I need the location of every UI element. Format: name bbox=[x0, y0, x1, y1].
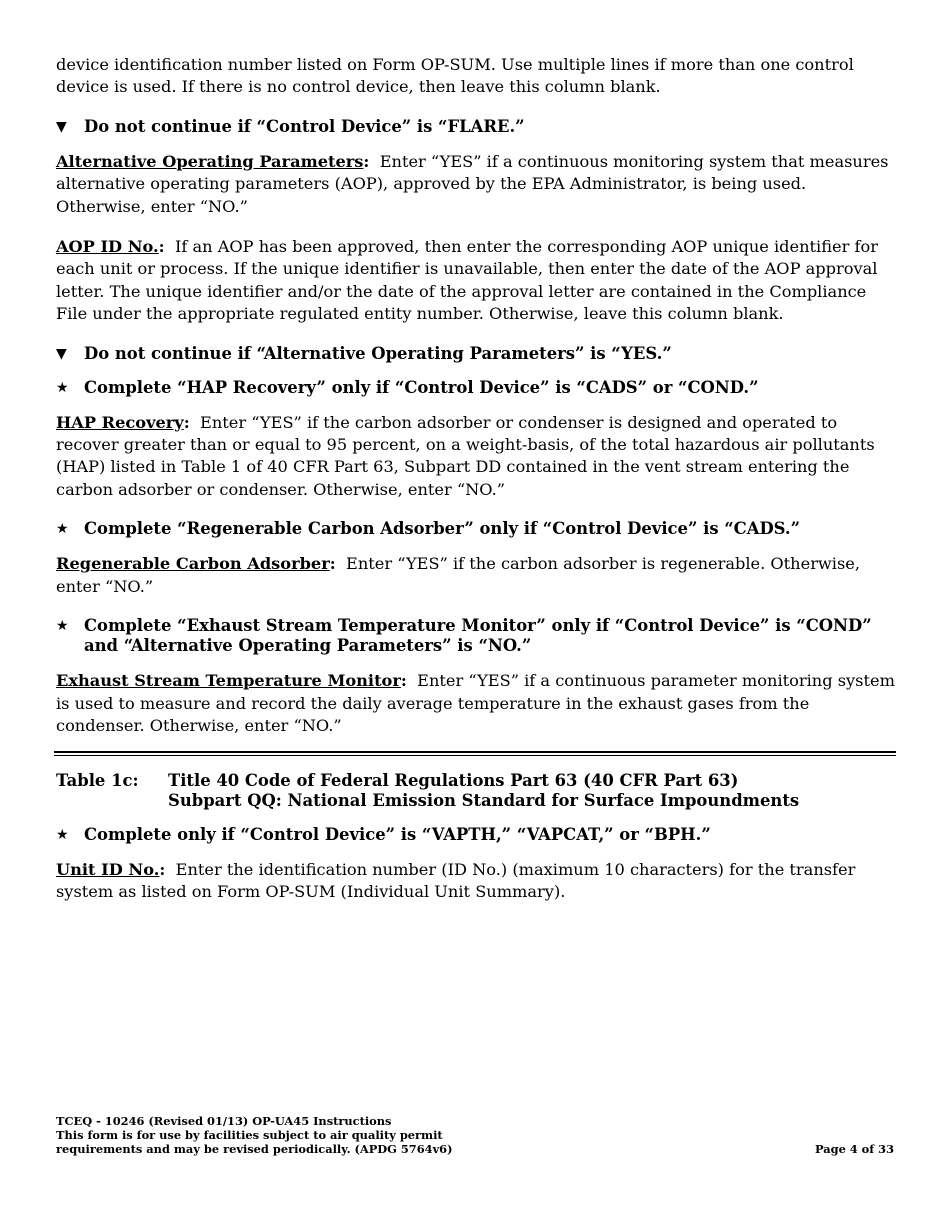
table-heading bbox=[56, 771, 896, 811]
definition-term: Unit ID No. bbox=[56, 860, 160, 879]
instruction-regenerable: ★ Complete “Regenerable Carbon Adsorber” only if “Control Device” is “CADS.” bbox=[56, 519, 801, 539]
star-icon: ★ bbox=[56, 521, 69, 538]
table-label: Table 1c: bbox=[56, 771, 139, 790]
definition-exhaust-monitor: Exhaust Stream Temperature Monitor: Enter “YES” if a continuous parameter monitoring system is used to measure and record the daily average temperature in the exhaust gases from the condenser. Otherwise, enter “NO.” bbox=[56, 671, 895, 735]
down-triangle-icon: ▼ bbox=[56, 118, 67, 135]
instruction-stop-flare: ▼ Do not continue if “Control Device” is “FLARE.” bbox=[56, 116, 525, 136]
instruction-control-device: ★ Complete only if “Control Device” is “VAPTH,” “VAPCAT,” or “BPH.” bbox=[56, 825, 711, 844]
definition-term: Regenerable Carbon Adsorber bbox=[56, 554, 330, 574]
definition-term: HAP Recovery bbox=[56, 412, 184, 432]
table-title: Title 40 Code of Federal Regulations Part 63 (40 CFR Part 63) Subpart QQ: National Emission Standard for Surface Impoundments bbox=[168, 771, 800, 810]
definition-hap-recovery: HAP Recovery: Enter “YES” if the carbon adsorber or condenser is designed and operated to recover greater than or equal to 95 percent, on a weight-basis, of the total hazardous air pollutants (HAP) listed in Table 1 of 40 CFR Part 63, Subpart DD contained in the vent stream entering the carbon adsorber or condenser. Otherwise, enter “NO.” bbox=[56, 412, 875, 499]
definition-unit-id: Unit ID No.: Enter the identification number (ID No.) (maximum 10 characters) for the transfer system as listed on Form OP-SUM (Individual Unit Summary). bbox=[56, 860, 856, 902]
definition-term: Alternative Operating Parameters bbox=[56, 151, 364, 171]
star-icon: ★ bbox=[56, 618, 69, 635]
section-divider bbox=[54, 751, 896, 756]
star-icon: ★ bbox=[56, 827, 69, 843]
down-triangle-icon: ▼ bbox=[56, 345, 67, 362]
definition-term: Exhaust Stream Temperature Monitor bbox=[56, 671, 401, 691]
table-1c-body bbox=[56, 825, 896, 922]
definition-aop-id: AOP ID No.: If an AOP has been approved, then enter the corresponding AOP unique identifier for each unit or process. If the unique identifier is unavailable, then enter the date of the AOP approval letter. The unique identifier and/or the date of the approval letter are contained in the Compliance File under the appropriate regulated entity number. Otherwise, leave this column blank. bbox=[56, 237, 878, 324]
instructions-body bbox=[56, 54, 896, 755]
instruction-exhaust-monitor: ★ Complete “Exhaust Stream Temperature Monitor” only if “Control Device” is “COND” and “Alternative Operating Parameters” is “NO.” bbox=[56, 616, 872, 656]
instruction-stop-aop: ▼ Do not continue if “Alternative Operating Parameters” is “YES.” bbox=[56, 343, 672, 363]
instruction-hap-recovery: ★ Complete “HAP Recovery” only if “Control Device” is “CADS” or “COND.” bbox=[56, 377, 759, 397]
star-icon: ★ bbox=[56, 379, 69, 396]
footer-note-2: requirements and may be revised periodically. (APDG 5764v6) bbox=[56, 1142, 453, 1156]
page-footer bbox=[56, 1114, 894, 1156]
footer-form-id: TCEQ - 10246 (Revised 01/13) OP-UA45 Instructions bbox=[56, 1114, 392, 1128]
definition-term: AOP ID No. bbox=[56, 237, 159, 257]
page-number: Page 4 of 33 bbox=[814, 1142, 894, 1156]
intro-continuation: device identification number listed on Form OP-SUM. Use multiple lines if more than one control device is used. If there is no control device, then leave this column blank. bbox=[56, 55, 854, 97]
footer-note-1: This form is for use by facilities subject to air quality permit bbox=[56, 1128, 443, 1142]
definition-aop: Alternative Operating Parameters: Enter “YES” if a continuous monitoring system that measures alternative operating parameters (AOP), approved by the EPA Administrator, is being used. Otherwise, enter “NO.” bbox=[56, 151, 889, 216]
definition-regenerable: Regenerable Carbon Adsorber: Enter “YES” if the carbon adsorber is regenerable. Otherwise, enter “NO.” bbox=[56, 554, 860, 596]
